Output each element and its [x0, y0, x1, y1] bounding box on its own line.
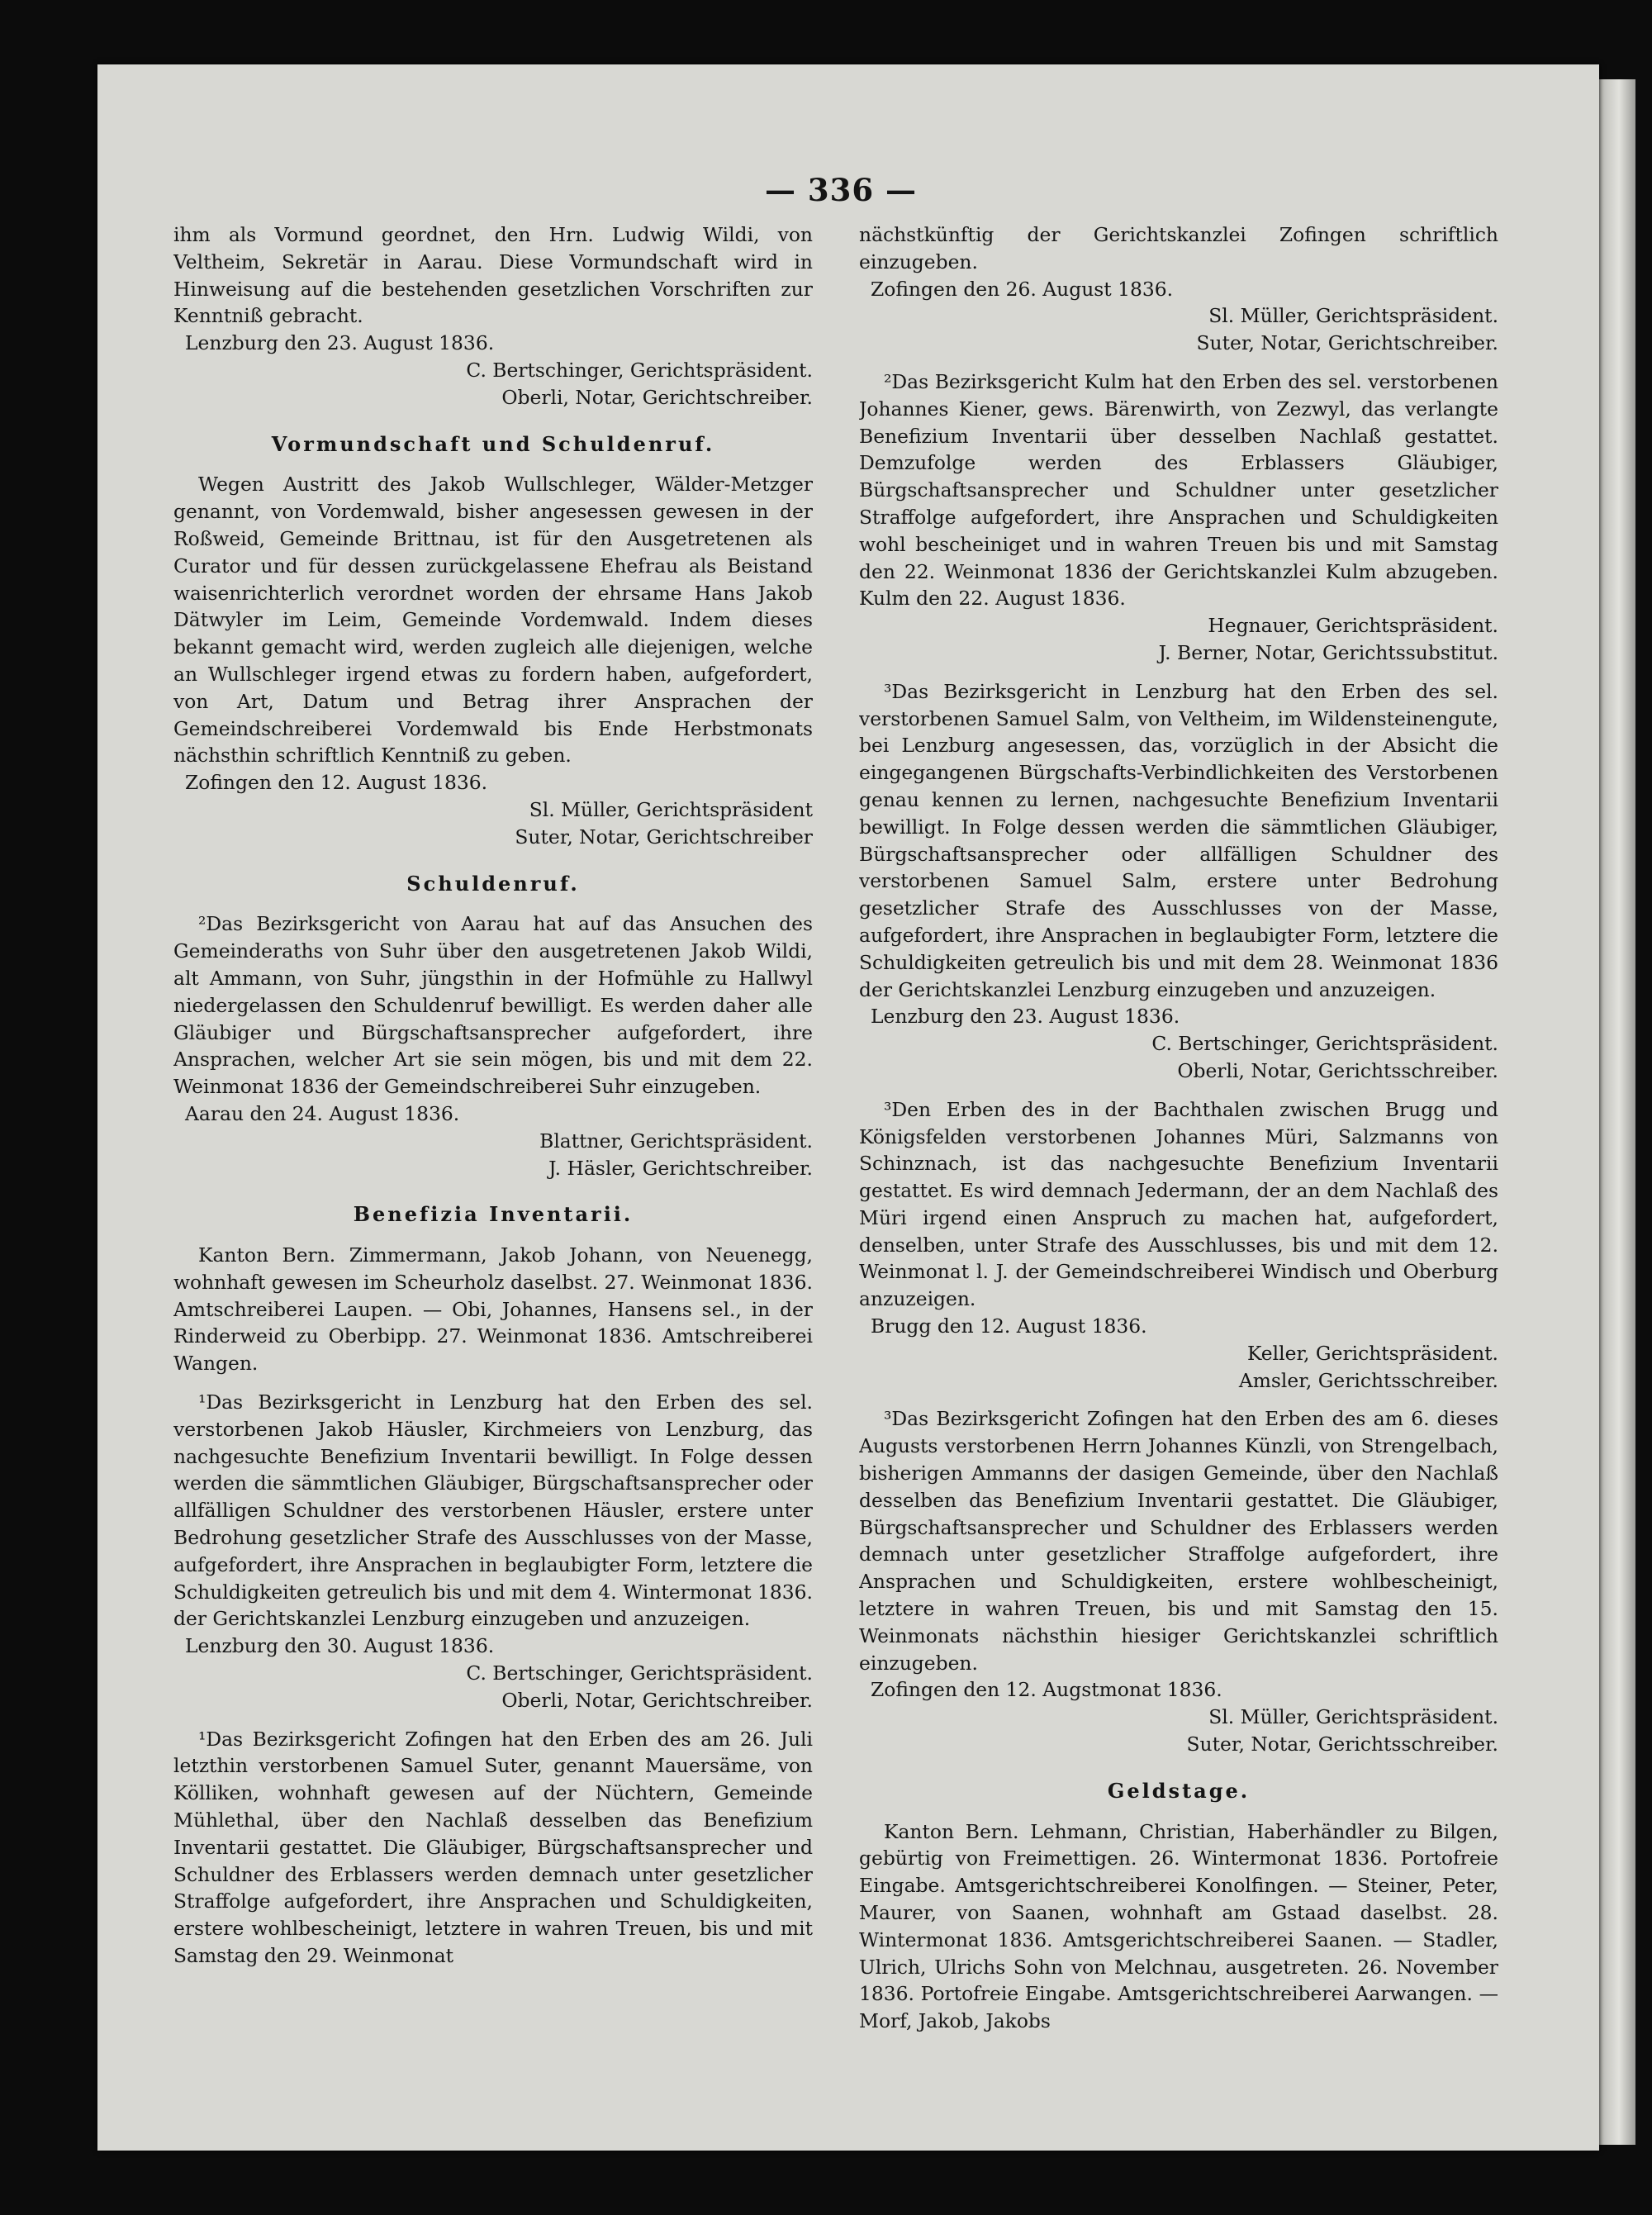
- notice-salm-signature-2: Oberli, Notar, Gerichtsschreiber.: [1177, 1058, 1498, 1082]
- notice-wildi: ²Das Bezirksgericht von Aarau hat auf das Ansuchen des Gemeinderaths von Suhr über den ausgetretenen Jakob Wildi, alt Ammann, von Suhr, jüngsthin in der Hofmühle zu Hallwyl niedergelassen den Schuldenruf bewilligt. Es werden daher alle Gläubiger und Bürgschaftsansprecher aufgefordert, ihre Ansprachen, welcher Art sie sein mögen, bis und mit dem 22. Weinmonat 1836 der Gemeindschreiberei Suhr einzugeben.: [173, 912, 813, 1099]
- page-number: — 336 —: [765, 172, 917, 208]
- notice-haeusler-signature-2: Oberli, Notar, Gerichtschreiber.: [501, 1688, 813, 1712]
- notice-haeusler-signature-1: C. Bertschinger, Gerichtspräsident.: [466, 1661, 813, 1685]
- notice-haeusler-date: Lenzburg den 30. August 1836.: [185, 1634, 495, 1658]
- notice-wullschleger: Wegen Austritt des Jakob Wullschleger, Wälder-Metzger genannt, von Vordemwald, bisher angesessen gewesen in der Roßweid, Gemeinde Brittnau, ist für den Ausgetretenen als Curator und für dessen zurückgelassene Ehefrau als Beistand waisenrichterlich verordnet worden der ehrsame Hans Jakob Dätwyler im Leim, Gemeinde Vordemwald. Indem dieses bekannt gemacht wird, werden zugleich alle diejenigen, welche an Wullschleger irgend etwas zu fordern haben, aufgefordert, von Art, Datum und Betrag ihrer Ansprachen der Gemeindschreiberei Vordemwald bis Ende Herbstmonats nächsthin schriftlich Kenntniß zu geben.: [173, 473, 813, 768]
- notice-geldstage-list: Kanton Bern. Lehmann, Christian, Haberhändler zu Bilgen, gebürtig von Freimettigen. 26. Wintermonat 1836. Portofreie Eingabe. Amtsgerichtschreiberei Konolfingen. — Steiner, Peter, Maurer, von Saanen, wohnhaft am Gstaad daselbst. 28. Wintermonat 1836. Amtsgerichtschreiberei Saanen. — Stadler, Ulrich, Ulrichs Sohn von Melchnau, ausgetreten. 26. November 1836. Portofreie Eingabe. Amtsgerichtschreiberei Aarwangen. — Morf, Jakob, Jakobs: [859, 1819, 1498, 2033]
- notice-wullschleger-signature-1: Sl. Müller, Gerichtspräsident: [529, 797, 813, 821]
- notice-kanton-bern-list: Kanton Bern. Zimmermann, Jakob Johann, von Neuenegg, wohnhaft gewesen im Scheurholz daselbst. 27. Weinmonat 1836. Amtschreiberei Laupen. — Obi, Johannes, Hansens sel., in der Rinderweid zu Oberbipp. 27. Weinmonat 1836. Amtschreiberei Wangen.: [173, 1243, 813, 1376]
- notice-salm-date: Lenzburg den 23. August 1836.: [871, 1005, 1180, 1029]
- notice-kiener: ²Das Bezirksgericht Kulm hat den Erben des sel. verstorbenen Johannes Kiener, gews. Bärenwirth, von Zezwyl, das verlangte Benefizium Inventarii über desselben Nachlaß gestattet. Demzufolge werden des Erblassers Gläubiger, Bürgschaftsansprecher und Schuldner unter gesetzlicher Straffolge aufgefordert, ihre Ansprachen und Schuldigkeiten wohl bescheiniget und in wahren Treuen bis und mit Samstag den 22. Weinmonat 1836 der Gerichtskanzlei Kulm abzugeben. Kulm den 22. August 1836.: [859, 369, 1498, 611]
- notice-mueri-signature-2: Amsler, Gerichtsschreiber.: [1238, 1368, 1498, 1392]
- intro-signature-1: C. Bertschinger, Gerichtspräsident.: [466, 358, 813, 382]
- intro-date: Lenzburg den 23. August 1836.: [185, 331, 495, 355]
- notice-wildi-date: Aarau den 24. August 1836.: [185, 1101, 460, 1125]
- notice-wildi-signature-1: Blattner, Gerichtspräsident.: [539, 1129, 813, 1153]
- notice-suter: ¹Das Bezirksgericht Zofingen hat den Erben des am 26. Juli letzthin verstorbenen Samuel Suter, genannt Mauersäme, von Kölliken, wohnhaft gewesen auf der Nüchtern, Gemeinde Mühlethal, über den Nachlaß desselben das Benefizium Inventarii gestattet. Die Gläubiger, Bürgschaftsansprecher und Schuldner des Erblassers werden demnach unter gesetzlicher Straffolge aufgefordert, ihre Ansprachen und Schuldigkeiten, erstere wohlbescheinigt, letztere in wahren Treuen, bis und mit Samstag den 29. Weinmonat: [173, 1727, 813, 1968]
- section-heading-schuldenruf: Schuldenruf.: [406, 871, 580, 896]
- intro-text: ihm als Vormund geordnet, den Hrn. Ludwig Wildi, von Veltheim, Sekretär in Aarau. Diese Vormundschaft wird in Hinweisung auf die bestehenden gesetzlichen Vorschriften zur Kenntniß gebracht.: [173, 223, 813, 328]
- notice-salm: ³Das Bezirksgericht in Lenzburg hat den Erben des sel. verstorbenen Samuel Salm, von Veltheim, im Wildensteinengute, bei Lenzburg angesessen, das, vorzüglich in der Absicht die eingegangenen Bürgschafts-Verbindlichkeiten des Verstorbenen genau kennen zu lernen, nachgesuchte Benefizium Inventarii bewilligt. In Folge dessen werden die sämmtlichen Gläubiger, Bürgschaftsansprecher oder allfälligen Schuldner des verstorbenen Samuel Salm, erstere unter Bedrohung gesetzlicher Strafe des Ausschlusses von der Masse, aufgefordert, ihre Ansprachen in beglaubigter Form, letztere die Schuldigkeiten getreulich bis und mit dem 28. Weinmonat 1836 der Gerichtskanzlei Lenzburg einzugeben und anzuzeigen.: [859, 679, 1498, 1001]
- notice-kiener-signature-1: Hegnauer, Gerichtspräsident.: [1208, 614, 1498, 638]
- notice-mueri-signature-1: Keller, Gerichtspräsident.: [1246, 1341, 1498, 1365]
- notice-kuenzli-signature-1: Sl. Müller, Gerichtspräsident.: [1208, 1705, 1498, 1729]
- notice-mueri-date: Brugg den 12. August 1836.: [871, 1314, 1147, 1338]
- notice-wildi-signature-2: J. Häsler, Gerichtschreiber.: [548, 1156, 813, 1180]
- notice-kiener-signature-2: J. Berner, Notar, Gerichtssubstitut.: [1158, 640, 1498, 664]
- intro-signature-2: Oberli, Notar, Gerichtschreiber.: [501, 385, 813, 409]
- notice-mueri: ³Den Erben des in der Bachthalen zwischen Brugg und Königsfelden verstorbenen Johannes Müri, Salzmanns von Schinznach, ist das nachgesuchte Benefizium Inventarii gestattet. Es wird demnach Jedermann, der an dem Nachlaß des Müri irgend einen Anspruch zu machen hat, aufgefordert, denselben, unter Strafe des Ausschlusses, bis und mit dem 12. Weinmonat l. J. der Gemeindschreiberei Windisch und Oberburg anzuzeigen.: [859, 1097, 1498, 1311]
- section-heading-geldstage: Geldstage.: [1107, 1778, 1251, 1803]
- right-column: [859, 221, 1498, 2051]
- notice-suter-signature-1: Sl. Müller, Gerichtspräsident.: [1208, 304, 1498, 328]
- notice-kuenzli-date: Zofingen den 12. Augstmonat 1836.: [871, 1678, 1222, 1702]
- notice-salm-signature-1: C. Bertschinger, Gerichtspräsident.: [1151, 1032, 1498, 1056]
- notice-suter-date: Zofingen den 26. August 1836.: [871, 277, 1174, 301]
- notice-suter-continued: nächstkünftig der Gerichtskanzlei Zofingen schriftlich einzugeben.: [859, 223, 1498, 273]
- notice-kuenzli: ³Das Bezirksgericht Zofingen hat den Erben des am 6. dieses Augusts verstorbenen Herrn Johannes Künzli, von Strengelbach, bisherigen Ammanns der dasigen Gemeinde, über den Nachlaß desselben das Benefizium Inventarii gestattet. Die Gläubiger, Bürgschaftsansprecher und Schuldner des Erblassers werden demnach unter gesetzlicher Straffolge aufgefordert, ihre Ansprachen und Schuldigkeiten, erstere wohlbescheinigt, letztere in wahren Treuen, bis und mit Samstag den 15. Weinmonats nächsthin hiesiger Gerichtskanzlei schriftlich einzugeben.: [859, 1407, 1498, 1675]
- next-page-edge: [1599, 79, 1635, 2145]
- notice-suter-signature-2: Suter, Notar, Gerichtschreiber.: [1196, 331, 1498, 355]
- section-heading-vormundschaft: Vormundschaft und Schuldenruf.: [271, 431, 715, 456]
- notice-wullschleger-signature-2: Suter, Notar, Gerichtschreiber: [515, 825, 813, 848]
- notice-kuenzli-signature-2: Suter, Notar, Gerichtsschreiber.: [1186, 1733, 1498, 1756]
- notice-wullschleger-date: Zofingen den 12. August 1836.: [185, 771, 488, 795]
- left-column: [173, 221, 813, 2051]
- section-heading-benefizia: Benefizia Inventarii.: [353, 1202, 634, 1227]
- notice-haeusler: ¹Das Bezirksgericht in Lenzburg hat den Erben des sel. verstorbenen Jakob Häusler, Kirchmeiers von Lenzburg, das nachgesuchte Benefizium Inventarii bewilligt. In Folge dessen werden die sämmtlichen Gläubiger, Bürgschaftsansprecher oder allfälligen Schuldner des verstorbenen Häusler, erstere unter Bedrohung gesetzlicher Strafe des Ausschlusses von der Masse, aufgefordert, ihre Ansprachen in beglaubigter Form, letztere die Schuldigkeiten getreulich bis und mit dem 4. Wintermonat 1836. der Gerichtskanzlei Lenzburg einzugeben und anzuzeigen.: [173, 1390, 813, 1631]
